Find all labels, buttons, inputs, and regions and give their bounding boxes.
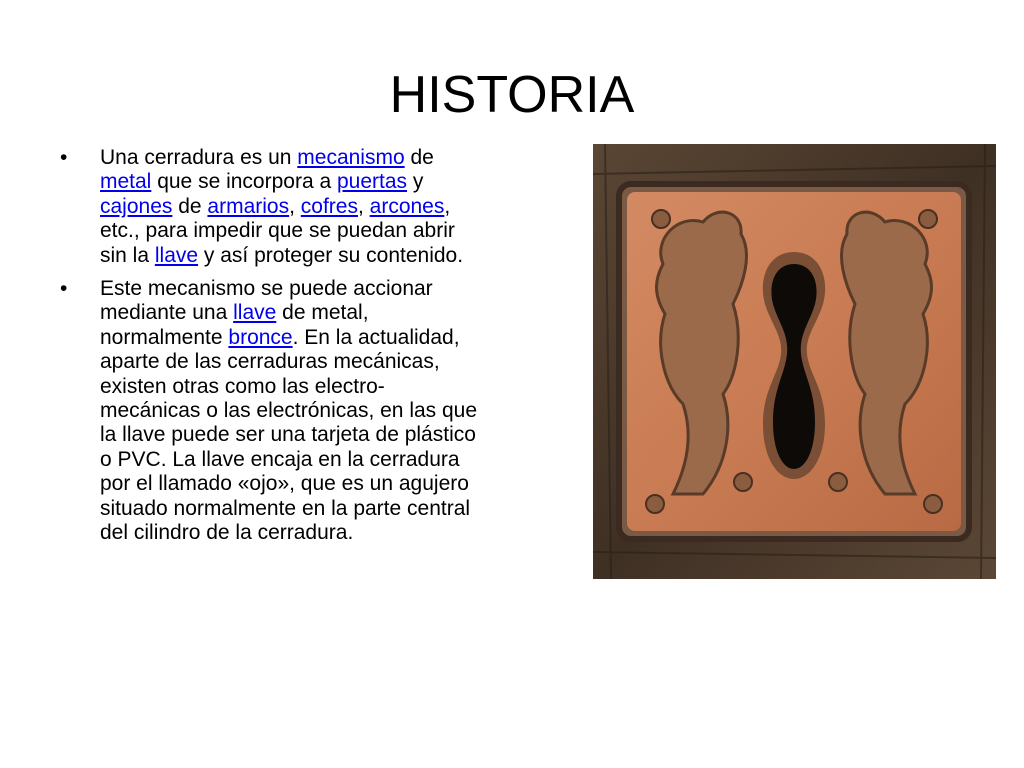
link-mecanismo[interactable]: mecanismo: [297, 146, 405, 169]
text-segment: de metal, normalmente: [100, 301, 369, 349]
link-cofres[interactable]: cofres: [300, 194, 358, 218]
bullet-item: [60, 146, 485, 268]
text-segment: ,: [357, 194, 370, 218]
bullet-dot: •: [60, 146, 68, 169]
link-cajones[interactable]: cajones: [100, 194, 173, 218]
link-puertas[interactable]: puertas: [336, 170, 408, 194]
keyhole-escutcheon-photo: [593, 144, 996, 579]
slide-title: HISTORIA: [389, 66, 635, 124]
link-llave[interactable]: llave: [154, 243, 199, 267]
text-segment: de: [404, 146, 434, 169]
text-segment: , etc., para impedir que se puedan abrir sin la: [100, 194, 455, 267]
bullet-list: [60, 146, 485, 555]
bullet-item: [60, 277, 485, 545]
link-armarios[interactable]: armarios: [207, 194, 290, 218]
link-metal[interactable]: metal: [100, 170, 152, 194]
link-bronce[interactable]: bronce: [228, 325, 293, 349]
text-segment: que se incorpora a: [151, 170, 337, 194]
text-segment: . En la actualidad, aparte de las cerraduras mecánicas, existen otras como las electro-mecánicas o las electrónicas, en las que la llave puede ser una tarjeta de plástico o PVC. La llave encaja en la cerradura por el llamado «ojo», que es un agujero situado normalmente en la parte central del cilindro de la cerradura.: [100, 325, 478, 545]
text-segment: de: [172, 194, 208, 218]
text-segment: Una cerradura es un: [100, 146, 298, 169]
link-arcones[interactable]: arcones: [369, 194, 445, 218]
link-llave[interactable]: llave: [233, 301, 277, 325]
bullet-dot: •: [60, 277, 68, 301]
text-segment: ,: [289, 194, 301, 218]
text-segment: y: [407, 170, 424, 194]
text-segment: y así proteger su contenido.: [198, 243, 464, 267]
bullet-text: [100, 277, 477, 544]
bullet-text: [100, 146, 463, 267]
text-segment: Este mecanismo se puede accionar mediante una: [100, 277, 433, 325]
